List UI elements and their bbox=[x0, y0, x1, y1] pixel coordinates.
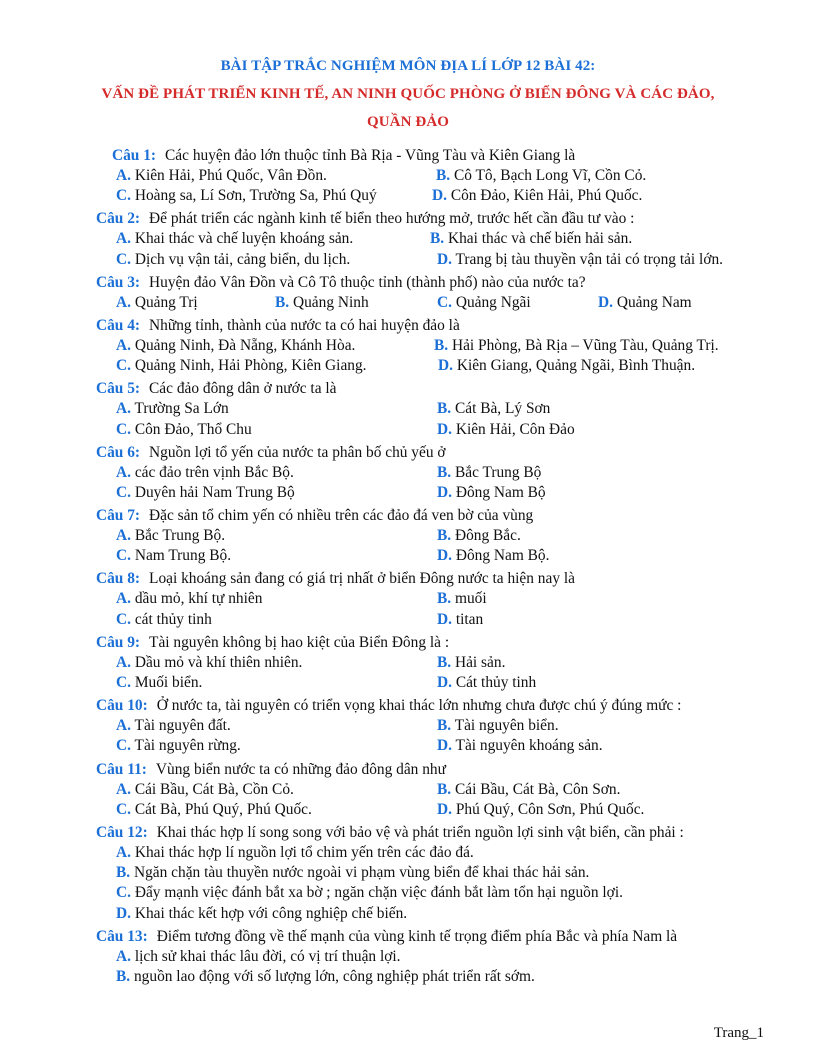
answer-option bbox=[437, 610, 483, 630]
question-number: Câu 10: bbox=[96, 697, 148, 715]
option-letter: D. bbox=[437, 674, 452, 691]
option-text: Phú Quý, Côn Sơn, Phú Quốc. bbox=[455, 800, 645, 818]
option-text: Quảng Ninh bbox=[292, 293, 369, 311]
option-row bbox=[0, 589, 816, 609]
option-row bbox=[0, 420, 816, 440]
option-row bbox=[0, 250, 816, 270]
question-stem bbox=[0, 696, 816, 716]
question-stem bbox=[0, 146, 816, 166]
option-letter: D. bbox=[437, 250, 452, 268]
question-number: Câu 4: bbox=[96, 316, 141, 334]
option-text: Tài nguyên biển. bbox=[454, 717, 559, 735]
option-letter: B. bbox=[437, 653, 452, 671]
option-row bbox=[0, 947, 816, 967]
question-list bbox=[0, 146, 816, 990]
option-row bbox=[0, 293, 816, 313]
option-text: Đông Bắc. bbox=[454, 527, 521, 545]
question-item bbox=[0, 823, 816, 927]
option-letter: C. bbox=[116, 483, 131, 501]
question-number: Câu 9: bbox=[96, 633, 141, 651]
answer-option bbox=[437, 420, 575, 440]
option-row bbox=[0, 463, 816, 483]
question-text: Những tỉnh, thành của nước ta có hai huyện đảo là bbox=[149, 316, 460, 334]
option-letter: A. bbox=[116, 780, 131, 798]
question-number: Câu 2: bbox=[96, 210, 141, 228]
option-text: muối bbox=[454, 590, 487, 608]
option-letter: D. bbox=[437, 800, 452, 818]
question-item bbox=[0, 379, 816, 442]
option-text: Bắc Trung Bộ. bbox=[134, 527, 226, 545]
question-stem bbox=[0, 569, 816, 589]
question-stem bbox=[0, 633, 816, 653]
option-letter: D. bbox=[437, 420, 452, 438]
option-letter: B. bbox=[436, 167, 451, 184]
question-item bbox=[0, 146, 816, 209]
answer-option bbox=[116, 229, 353, 249]
question-text: Các huyện đảo lớn thuộc tỉnh Bà Rịa - Vũng Tàu và Kiên Giang là bbox=[165, 147, 576, 164]
option-letter: C. bbox=[116, 547, 131, 565]
answer-option bbox=[116, 843, 474, 863]
option-row bbox=[0, 166, 816, 186]
option-text: Tài nguyên đất. bbox=[134, 717, 231, 735]
option-row bbox=[0, 904, 816, 924]
option-letter: A. bbox=[116, 590, 131, 608]
option-row bbox=[0, 526, 816, 546]
answer-option bbox=[437, 673, 536, 693]
answer-option bbox=[116, 483, 295, 503]
option-text: Côn Đảo, Kiên Hải, Phú Quốc. bbox=[450, 187, 643, 205]
answer-option bbox=[437, 293, 531, 313]
question-text: Đặc sản tổ chim yến có nhiều trên các đảo đá ven bờ của vùng bbox=[149, 507, 534, 525]
answer-option bbox=[598, 293, 692, 313]
question-text: Để phát triển các ngành kinh tế biển theo hướng mở, trước hết cần đầu tư vào : bbox=[149, 210, 635, 228]
option-letter: A. bbox=[116, 653, 131, 671]
option-row bbox=[0, 843, 816, 863]
option-letter: B. bbox=[434, 336, 449, 354]
answer-option bbox=[438, 356, 695, 376]
question-text: Loại khoáng sản đang có giá trị nhất ở biển Đông nước ta hiện nay là bbox=[149, 570, 575, 588]
option-text: Đông Nam Bộ. bbox=[455, 547, 550, 565]
option-text: Quảng Ninh, Đà Nẵng, Khánh Hòa. bbox=[134, 336, 356, 354]
answer-option bbox=[116, 293, 198, 313]
question-stem bbox=[0, 506, 816, 526]
option-letter: B. bbox=[437, 590, 452, 608]
answer-option bbox=[116, 904, 407, 924]
option-text: Trang bị tàu thuyền vận tải có trọng tải lớn. bbox=[455, 250, 724, 268]
option-text: nguồn lao động với số lượng lớn, công nghiệp phát triển rất sớm. bbox=[133, 967, 535, 985]
option-letter: A. bbox=[116, 947, 131, 965]
answer-option bbox=[437, 736, 603, 756]
option-text: Trường Sa Lớn bbox=[134, 400, 229, 418]
question-text: Điểm tương đồng về thế mạnh của vùng kinh tế trọng điểm phía Bắc và phía Nam là bbox=[156, 927, 678, 945]
answer-option bbox=[116, 250, 350, 270]
option-text: Đẩy mạnh việc đánh bắt xa bờ ; ngăn chặn việc đánh bắt làm tổn hại nguồn lợi. bbox=[134, 884, 623, 902]
option-text: Cái Bầu, Cát Bà, Cồn Cỏ. bbox=[134, 780, 294, 798]
answer-option bbox=[275, 293, 369, 313]
option-text: Quảng Trị bbox=[134, 293, 198, 311]
option-letter: B. bbox=[437, 527, 452, 545]
question-number: Câu 7: bbox=[96, 507, 141, 525]
answer-option bbox=[116, 780, 294, 800]
question-item bbox=[0, 209, 816, 272]
answer-option bbox=[437, 463, 541, 483]
option-text: Ngăn chặn tàu thuyền nước ngoài vi phạm vùng biển để khai thác hải sản. bbox=[133, 864, 590, 882]
option-row bbox=[0, 653, 816, 673]
option-row bbox=[0, 356, 816, 376]
option-letter: A. bbox=[116, 463, 131, 481]
option-letter: D. bbox=[437, 610, 452, 628]
answer-option bbox=[116, 336, 355, 356]
option-text: Tài nguyên khoáng sản. bbox=[455, 737, 603, 755]
option-letter: D. bbox=[432, 187, 447, 205]
option-row bbox=[0, 800, 816, 820]
option-letter: C. bbox=[116, 737, 131, 755]
question-number: Câu 1: bbox=[112, 147, 157, 164]
answer-option bbox=[116, 166, 327, 186]
answer-option bbox=[116, 673, 202, 693]
answer-option bbox=[436, 166, 646, 186]
option-text: Muối biển. bbox=[134, 674, 203, 691]
answer-option bbox=[437, 546, 549, 566]
option-row bbox=[0, 186, 816, 206]
option-letter: A. bbox=[116, 336, 131, 354]
option-text: Duyên hải Nam Trung Bộ bbox=[134, 483, 295, 501]
answer-option bbox=[432, 186, 642, 206]
question-stem bbox=[0, 823, 816, 843]
option-letter: C. bbox=[116, 800, 131, 818]
option-row bbox=[0, 863, 816, 883]
question-item bbox=[0, 506, 816, 569]
option-text: Hoàng sa, Lí Sơn, Trường Sa, Phú Quý bbox=[134, 187, 377, 205]
option-row bbox=[0, 967, 816, 987]
option-row bbox=[0, 399, 816, 419]
option-letter: A. bbox=[116, 400, 131, 418]
option-letter: A. bbox=[116, 843, 131, 861]
option-row bbox=[0, 229, 816, 249]
option-text: Cát Bà, Lý Sơn bbox=[454, 400, 551, 418]
question-text: Các đảo đông dân ở nước ta là bbox=[149, 380, 337, 398]
option-text: Cái Bầu, Cát Bà, Côn Sơn. bbox=[454, 780, 621, 798]
question-stem bbox=[0, 316, 816, 336]
answer-option bbox=[116, 399, 229, 419]
option-row bbox=[0, 883, 816, 903]
option-letter: A. bbox=[116, 717, 131, 735]
answer-option bbox=[434, 336, 719, 356]
answer-option bbox=[116, 947, 401, 967]
option-letter: D. bbox=[437, 547, 452, 565]
question-number: Câu 13: bbox=[96, 927, 148, 945]
question-item bbox=[0, 760, 816, 823]
question-text: Tài nguyên không bị hao kiệt của Biển Đông là : bbox=[149, 633, 450, 651]
document-title: BÀI TẬP TRẮC NGHIỆM MÔN ĐỊA LÍ LỚP 12 BÀI 42: bbox=[220, 58, 596, 74]
question-stem bbox=[0, 273, 816, 293]
option-letter: B. bbox=[437, 463, 452, 481]
question-number: Câu 3: bbox=[96, 273, 141, 291]
question-item bbox=[0, 927, 816, 990]
option-text: Dịch vụ vận tải, cảng biển, du lịch. bbox=[134, 250, 351, 268]
answer-option bbox=[116, 420, 252, 440]
option-letter: A. bbox=[116, 293, 131, 311]
question-text: Khai thác hợp lí song song với bảo vệ và phát triển nguồn lợi sinh vật biển, cần phải : bbox=[156, 823, 684, 841]
answer-option bbox=[116, 356, 367, 376]
option-letter: D. bbox=[437, 737, 452, 755]
option-letter: C. bbox=[116, 610, 131, 628]
option-letter: D. bbox=[438, 357, 453, 375]
answer-option bbox=[116, 526, 225, 546]
option-text: các đảo trên vịnh Bắc Bộ. bbox=[134, 463, 294, 481]
answer-option bbox=[116, 546, 231, 566]
answer-option bbox=[437, 716, 559, 736]
answer-option bbox=[437, 399, 550, 419]
question-number: Câu 6: bbox=[96, 443, 141, 461]
question-stem bbox=[0, 927, 816, 947]
option-text: Bắc Trung Bộ bbox=[454, 463, 542, 481]
option-letter: B. bbox=[116, 967, 131, 985]
question-text: Ở nước ta, tài nguyên có triển vọng khai thác lớn nhưng chưa được chú ý đúng mức : bbox=[156, 697, 682, 715]
answer-option bbox=[116, 653, 302, 673]
option-row bbox=[0, 483, 816, 503]
answer-option bbox=[116, 463, 294, 483]
answer-option bbox=[437, 483, 546, 503]
answer-option bbox=[437, 589, 487, 609]
option-row bbox=[0, 546, 816, 566]
option-letter: D. bbox=[598, 293, 613, 311]
option-letter: B. bbox=[116, 864, 131, 882]
option-row bbox=[0, 736, 816, 756]
option-text: Cô Tô, Bạch Long Vĩ, Cồn Cỏ. bbox=[453, 167, 647, 184]
option-letter: C. bbox=[116, 187, 131, 205]
option-text: Hải Phòng, Bà Rịa – Vũng Tàu, Quảng Trị. bbox=[451, 336, 719, 354]
option-row bbox=[0, 780, 816, 800]
option-text: Hải sản. bbox=[454, 653, 506, 671]
option-text: Quảng Nam bbox=[616, 293, 692, 311]
answer-option bbox=[116, 186, 377, 206]
answer-option bbox=[437, 653, 505, 673]
question-item bbox=[0, 569, 816, 632]
option-text: titan bbox=[455, 610, 484, 628]
option-row bbox=[0, 336, 816, 356]
option-text: Kiên Hải, Phú Quốc, Vân Đồn. bbox=[134, 167, 327, 184]
question-item bbox=[0, 443, 816, 506]
option-text: Kiên Hải, Côn Đảo bbox=[455, 420, 575, 438]
option-letter: A. bbox=[116, 167, 131, 184]
question-stem bbox=[0, 379, 816, 399]
option-text: Dầu mỏ và khí thiên nhiên. bbox=[134, 653, 303, 671]
option-text: Đông Nam Bộ bbox=[455, 483, 546, 501]
document-header bbox=[0, 52, 816, 136]
option-row bbox=[0, 673, 816, 693]
option-text: dầu mỏ, khí tự nhiên bbox=[134, 590, 263, 608]
question-number: Câu 12: bbox=[96, 823, 148, 841]
answer-option bbox=[116, 967, 535, 987]
option-row bbox=[0, 716, 816, 736]
answer-option bbox=[116, 716, 231, 736]
option-text: Nam Trung Bộ. bbox=[134, 547, 232, 565]
question-number: Câu 11: bbox=[96, 760, 147, 778]
option-letter: C. bbox=[116, 884, 131, 902]
option-text: Tài nguyên rừng. bbox=[134, 737, 241, 755]
option-letter: B. bbox=[437, 780, 452, 798]
question-stem bbox=[0, 443, 816, 463]
question-text: Huyện đảo Vân Đồn và Cô Tô thuộc tỉnh (thành phố) nào của nước ta? bbox=[149, 273, 586, 291]
option-text: Cát thủy tinh bbox=[455, 674, 537, 691]
answer-option bbox=[430, 229, 632, 249]
answer-option bbox=[116, 736, 241, 756]
answer-option bbox=[437, 250, 723, 270]
option-text: Quảng Ngãi bbox=[455, 293, 531, 311]
question-text: Vùng biển nước ta có những đảo đông dân như bbox=[155, 760, 446, 778]
option-text: Khai thác hợp lí nguồn lợi tổ chim yến trên các đảo đá. bbox=[134, 843, 474, 861]
answer-option bbox=[116, 610, 212, 630]
document-subtitle-continued: QUẦN ĐẢO bbox=[366, 114, 450, 130]
answer-option bbox=[437, 800, 644, 820]
option-letter: A. bbox=[116, 230, 131, 248]
option-row bbox=[0, 610, 816, 630]
option-letter: C. bbox=[437, 293, 452, 311]
option-text: lịch sử khai thác lâu đời, có vị trí thuận lợi. bbox=[134, 947, 401, 965]
option-letter: D. bbox=[116, 904, 131, 922]
answer-option bbox=[437, 526, 521, 546]
question-item bbox=[0, 316, 816, 379]
answer-option bbox=[116, 863, 589, 883]
answer-option bbox=[116, 589, 262, 609]
option-text: Kiên Giang, Quảng Ngãi, Bình Thuận. bbox=[456, 357, 696, 375]
option-letter: B. bbox=[437, 717, 452, 735]
option-text: Côn Đảo, Thổ Chu bbox=[134, 420, 252, 438]
answer-option bbox=[437, 780, 620, 800]
option-letter: B. bbox=[275, 293, 290, 311]
question-number: Câu 5: bbox=[96, 380, 141, 398]
question-item bbox=[0, 273, 816, 316]
option-text: cát thủy tinh bbox=[134, 610, 212, 628]
option-text: Khai thác và chế biến hải sản. bbox=[447, 230, 633, 248]
option-text: Khai thác kết hợp với công nghiệp chế biến. bbox=[134, 904, 408, 922]
option-letter: B. bbox=[430, 230, 445, 248]
question-stem bbox=[0, 760, 816, 780]
option-text: Quảng Ninh, Hải Phòng, Kiên Giang. bbox=[134, 357, 367, 375]
option-letter: D. bbox=[437, 483, 452, 501]
option-letter: C. bbox=[116, 674, 131, 691]
question-text: Nguồn lợi tổ yến của nước ta phân bố chủ yếu ở bbox=[149, 443, 446, 461]
page-number: Trang_1 bbox=[713, 1025, 764, 1041]
answer-option bbox=[116, 883, 623, 903]
question-number: Câu 8: bbox=[96, 570, 141, 588]
option-letter: B. bbox=[437, 400, 452, 418]
option-letter: A. bbox=[116, 527, 131, 545]
option-text: Khai thác và chế luyện khoáng sản. bbox=[134, 230, 354, 248]
question-item bbox=[0, 633, 816, 696]
question-stem bbox=[0, 209, 816, 229]
document-subtitle: VẤN ĐỀ PHÁT TRIỂN KINH TẾ, AN NINH QUỐC PHÒNG Ở BIỂN ĐÔNG VÀ CÁC ĐẢO, bbox=[101, 86, 715, 102]
option-letter: C. bbox=[116, 420, 131, 438]
option-letter: C. bbox=[116, 250, 131, 268]
option-text: Cát Bà, Phú Quý, Phú Quốc. bbox=[134, 800, 312, 818]
answer-option bbox=[116, 800, 312, 820]
question-item bbox=[0, 696, 816, 759]
option-letter: C. bbox=[116, 357, 131, 375]
